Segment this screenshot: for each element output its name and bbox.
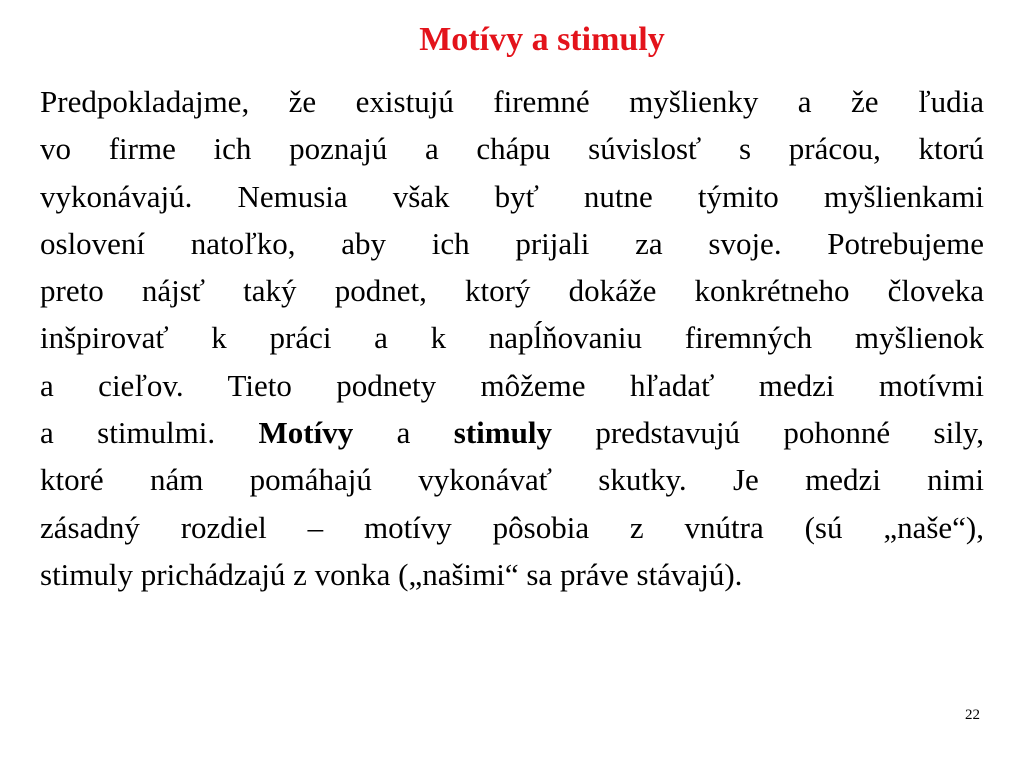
paragraph-line-9: ktoré nám pomáhajú vykonávať skutky. Je medzi nimi xyxy=(40,462,984,498)
paragraph-line-6: inšpirovať k práci a k napĺňovaniu firemných myšlienok xyxy=(40,320,984,356)
slide-title-text: Motívy a stimuly xyxy=(419,21,665,58)
paragraph-line-11: stimuly prichádzajú z vonka („našimi“ sa práve stávajú). xyxy=(40,556,743,592)
line8-mid: a xyxy=(396,415,411,451)
paragraph-line-4: oslovení natoľko, aby ich prijali za svoje. Potrebujeme xyxy=(40,225,984,261)
slide-title xyxy=(30,18,1024,62)
line8-prefix: a stimulmi. xyxy=(40,415,216,451)
paragraph-line-8 xyxy=(40,409,984,456)
term-stimuly: stimuly xyxy=(453,415,552,451)
line8-suffix: predstavujú pohonné sily, xyxy=(595,415,985,451)
page-number: 22 xyxy=(965,707,980,723)
term-motivy: Motívy xyxy=(258,415,354,451)
paragraph-line-10: zásadný rozdiel – motívy pôsobia z vnútra (sú „naše“), xyxy=(40,509,984,545)
paragraph-line-7: a cieľov. Tieto podnety môžeme hľadať medzi motívmi xyxy=(40,367,984,403)
paragraph-line-5: preto nájsť taký podnet, ktorý dokáže konkrétneho človeka xyxy=(40,273,984,309)
body-paragraph xyxy=(40,78,984,598)
paragraph-line-3: vykonávajú. Nemusia však byť nutne týmito myšlienkami xyxy=(40,178,984,214)
paragraph-line-1: Predpokladajme, že existujú firemné myšlienky a že ľudia xyxy=(40,84,984,119)
paragraph-line-2: vo firme ich poznajú a chápu súvislosť s prácou, ktorú xyxy=(40,131,984,167)
